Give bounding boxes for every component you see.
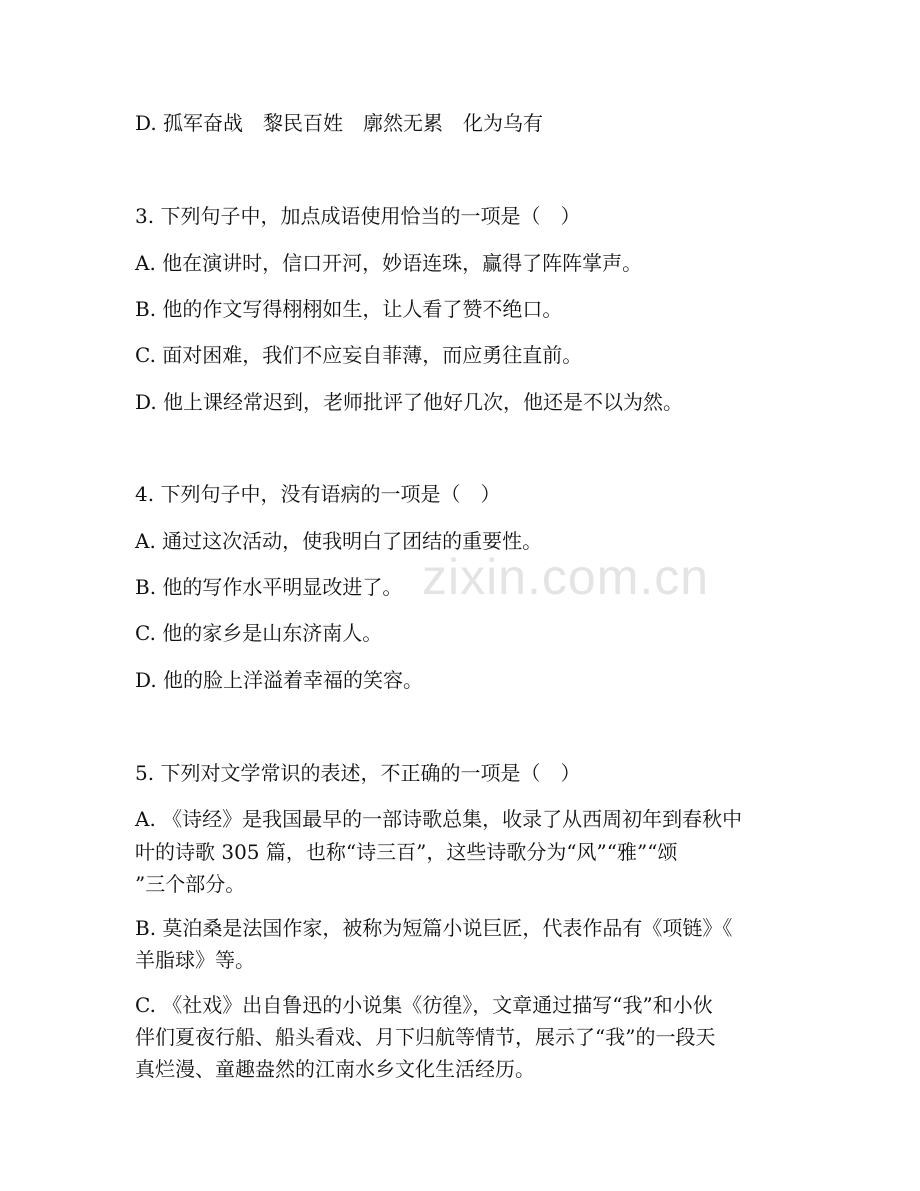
q3-option-d: D. 他上课经常迟到，老师批评了他好几次，他还是不以为然。 — [135, 390, 684, 414]
q5-option-c-line3: 真烂漫、童趣盎然的江南水乡文化生活经历。 — [135, 1057, 535, 1081]
q5-option-b-line1: B. 莫泊桑是法国作家，被称为短篇小说巨匠，代表作品有《项链》《 — [135, 916, 733, 940]
q5-option-b-line2: 羊脂球》等。 — [135, 948, 255, 972]
q4-option-c: C. 他的家乡是山东济南人。 — [135, 621, 383, 645]
q4-option-b: B. 他的写作水平明显改进了。 — [135, 575, 403, 599]
q2-option-d: D. 孤军奋战 黎民百姓 廓然无累 化为乌有 — [135, 111, 544, 135]
q4-option-a: A. 通过这次活动，使我明白了团结的重要性。 — [135, 529, 543, 553]
q5-option-c-line2: 伴们夏夜行船、船头看戏、月下归航等情节，展示了“我”的一段天 — [135, 1025, 716, 1049]
q3-stem: 3. 下列句子中，加点成语使用恰当的一项是（ ） — [135, 204, 581, 228]
q4-stem: 4. 下列句子中，没有语病的一项是（ ） — [135, 482, 501, 506]
q4-option-d: D. 他的脸上洋溢着幸福的笑容。 — [135, 668, 424, 692]
watermark: zixin.com.cn — [422, 549, 710, 605]
q5-option-a-line1: A. 《诗经》是我国最早的一部诗歌总集，收录了从西周初年到春秋中 — [135, 807, 743, 831]
q5-option-c-line1: C. 《社戏》出自鲁迅的小说集《彷徨》，文章通过描写“我”和小伙 — [135, 993, 713, 1017]
q3-option-a: A. 他在演讲时，信口开河，妙语连珠，赢得了阵阵掌声。 — [135, 251, 643, 275]
q3-option-c: C. 面对困难，我们不应妄自菲薄，而应勇往直前。 — [135, 343, 583, 367]
q3-option-b: B. 他的作文写得栩栩如生，让人看了赞不绝口。 — [135, 297, 563, 321]
q5-stem: 5. 下列对文学常识的表述，不正确的一项是（ ） — [135, 761, 581, 785]
q5-option-a-line2: 叶的诗歌 305 篇，也称“诗三百”，这些诗歌分为“风”“雅”“颂 — [135, 840, 678, 864]
q5-option-a-line3: ”三个部分。 — [135, 872, 246, 896]
